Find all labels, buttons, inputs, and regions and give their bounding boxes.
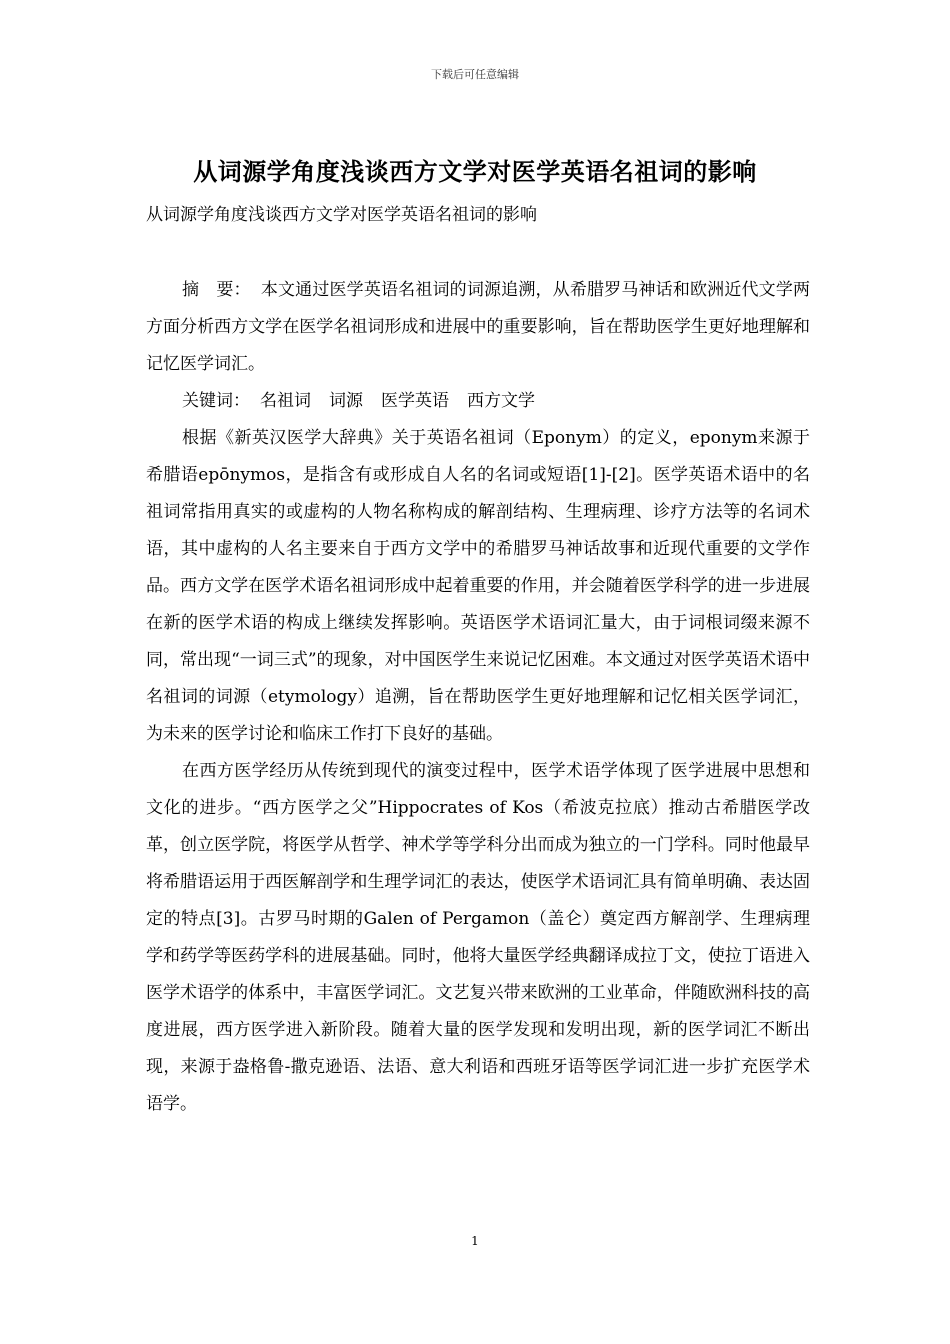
document-subtitle: 从词源学角度浅谈西方文学对医学英语名祖词的影响 <box>146 205 537 225</box>
body-paragraph: 根据《新英汉医学大辞典》关于英语名祖词（Eponym）的定义，eponym来源于希腊语epōnymos，是指含有或形成自人名的名词或短语[1]-[2]。医学英语术语中的名祖词常指用真实的或虚构的人物名称构成的解剖结构、生理病理、诊疗方法等的名词术语，其中虚构的人名主要来自于西方文学中的希腊罗马神话故事和近现代重要的文学作品。西方文学在医学术语名祖词形成中起着重要的作用，并会随着医学科学的进一步进展在新的医学术语的构成上继续发挥影响。英语医学术语词汇量大，由于词根词缀来源不同，常出现“一词三式”的现象，对中国医学生来说记忆困难。本文通过对医学英语术语中名祖词的词源（etymology）追溯，旨在帮助医学生更好地理解和记忆相关医学词汇，为未来的医学讨论和临床工作打下良好的基础。 <box>146 428 810 744</box>
keyword-item: 词源 <box>329 391 363 411</box>
keywords-paragraph <box>146 383 810 420</box>
keywords-label: 关键词： <box>182 391 250 411</box>
keyword-item: 西方文学 <box>467 391 535 411</box>
document-body <box>146 272 810 1123</box>
abstract-paragraph <box>146 272 810 383</box>
abstract-text: 本文通过医学英语名祖词的词源追溯，从希腊罗马神话和欧洲近代文学两方面分析西方文学在医学名祖词形成和进展中的重要影响，旨在帮助医学生更好地理解和记忆医学词汇。 <box>146 280 811 374</box>
header-note: 下载后可任意编辑 <box>431 68 519 81</box>
body-paragraph: 在西方医学经历从传统到现代的演变过程中，医学术语学体现了医学进展中思想和文化的进步。“西方医学之父”Hippocrates of Kos（希波克拉底）推动古希腊医学改革，创立医学院，将医学从哲学、神术学等学科分出而成为独立的一门学科。同时他最早将希腊语运用于西医解剖学和生理学词汇的表达，使医学术语词汇具有简单明确、表达固定的特点[3]。古罗马时期的Galen of Pergamon（盖仑）奠定西方解剖学、生理病理学和药学等医药学科的进展基础。同时，他将大量医学经典翻译成拉丁文，使拉丁语进入医学术语学的体系中，丰富医学词汇。文艺复兴带来欧洲的工业革命，伴随欧洲科技的高度进展，西方医学进入新阶段。随着大量的医学发现和发明出现，新的医学词汇不断出现，来源于盎格鲁-撒克逊语、法语、意大利语和西班牙语等医学词汇进一步扩充医学术语学。 <box>146 761 810 1114</box>
page-number: 1 <box>471 1234 479 1248</box>
document-title: 从词源学角度浅谈西方文学对医学英语名祖词的影响 <box>193 157 757 186</box>
keyword-item: 名祖词 <box>260 391 311 411</box>
keyword-item: 医学英语 <box>381 391 449 411</box>
abstract-label: 摘 要： <box>182 280 251 300</box>
